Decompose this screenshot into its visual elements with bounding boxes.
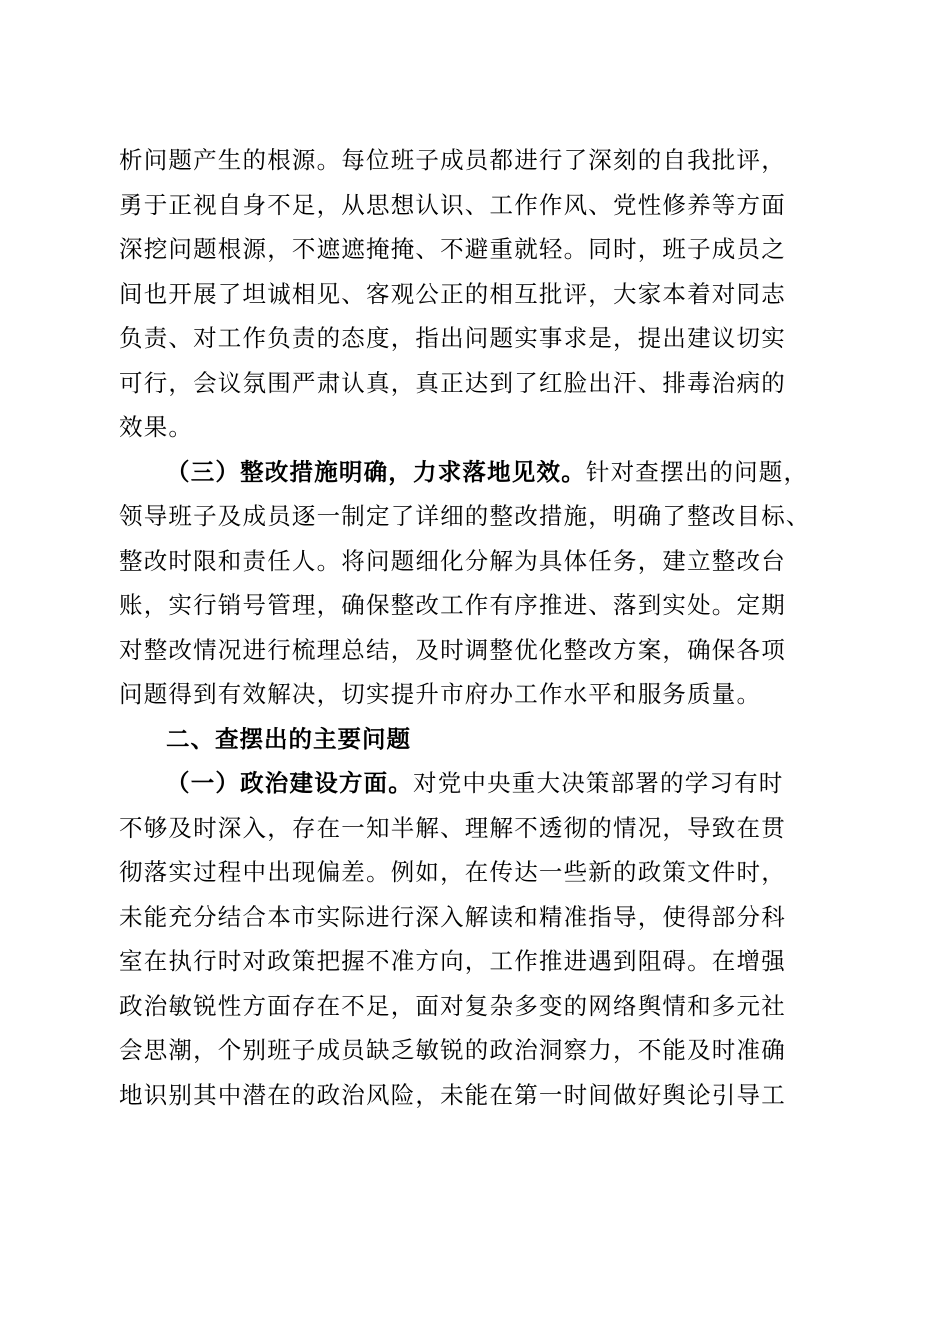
paragraph-line: 彻落实过程中出现偏差。例如，在传达一些新的政策文件时， [119, 858, 786, 886]
paragraph-line: 账，实行销号管理，确保整改工作有序推进、落到实处。定期 [119, 591, 786, 619]
section-heading: 二、查摆出的主要问题 [166, 724, 411, 753]
paragraph-lead-rest: 针对查摆出的问题， [585, 457, 809, 486]
paragraph-first-line [119, 450, 831, 495]
paragraph-line: 深挖问题根源，不遮遮掩掩、不避重就轻。同时，班子成员之 [119, 235, 786, 263]
paragraph-first-line [119, 761, 831, 806]
paragraph-line: 勇于正视自身不足，从思想认识、工作作风、党性修养等方面 [119, 190, 786, 219]
paragraph-line: 室在执行时对政策把握不准方向，工作推进遇到阻碍。在增强 [119, 947, 786, 975]
paragraph-line: 会思潮，个别班子成员缺乏敏锐的政治洞察力，不能及时准确 [119, 1036, 786, 1064]
paragraph-line: 对整改情况进行梳理总结，及时调整优化整改方案，确保各项 [119, 635, 786, 664]
paragraph-line: 未能充分结合本市实际进行深入解读和精准指导，使得部分科 [119, 902, 786, 931]
paragraph-lead-heading: （一）政治建设方面。 [166, 769, 413, 797]
paragraph-lead-heading: （三）整改措施明确，力求落地见效。 [166, 457, 586, 486]
paragraph-line: 问题得到有效解决，切实提升市府办工作水平和服务质量。 [119, 680, 762, 708]
paragraph-line: 间也开展了坦诚相见、客观公正的相互批评，大家本着对同志 [119, 279, 786, 308]
document-body [119, 138, 831, 1117]
paragraph-line: 不够及时深入，存在一知半解、理解不透彻的情况，导致在贯 [119, 813, 786, 842]
paragraph-line: 可行，会议氛围严肃认真，真正达到了红脸出汗、排毒治病的 [119, 368, 786, 397]
paragraph-line: 负责、对工作负责的态度，指出问题实事求是，提出建议切实 [119, 324, 786, 352]
paragraph-line: 领导班子及成员逐一制定了详细的整改措施，明确了整改目标、 [119, 502, 811, 530]
paragraph-line: 地识别其中潜在的政治风险，未能在第一时间做好舆论引导工 [119, 1080, 786, 1109]
paragraph-line: 政治敏锐性方面存在不足，面对复杂多变的网络舆情和多元社 [119, 991, 786, 1020]
paragraph-line: 析问题产生的根源。每位班子成员都进行了深刻的自我批评， [119, 146, 786, 174]
paragraph-line: 效果。 [119, 413, 194, 441]
paragraph-line: 整改时限和责任人。将问题细化分解为具体任务，建立整改台 [119, 546, 786, 575]
paragraph-lead-rest: 对党中央重大决策部署的学习有时 [413, 769, 784, 797]
